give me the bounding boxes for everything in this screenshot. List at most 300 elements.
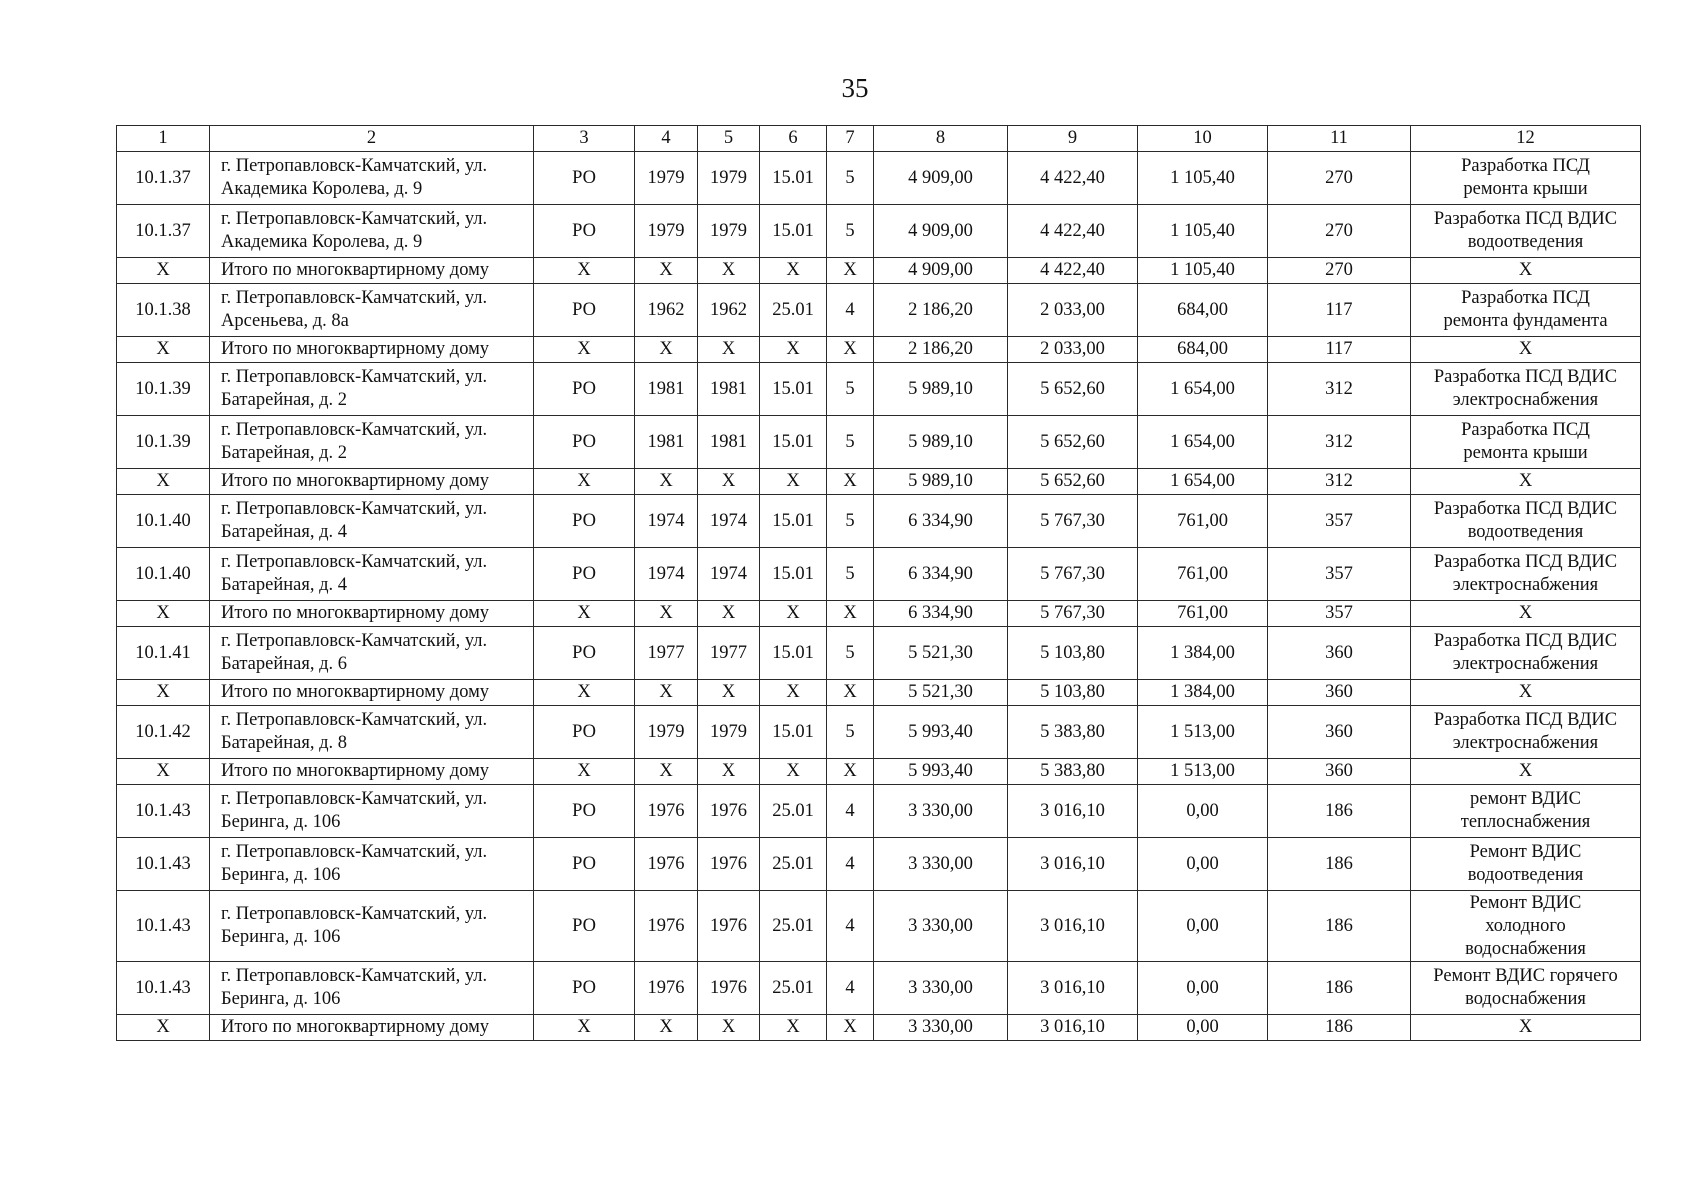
funding-source-cell: РО xyxy=(534,627,635,680)
commission-year-cell: Х xyxy=(635,337,698,363)
commission-year-cell: 1976 xyxy=(635,838,698,891)
address-line: Батарейная, д. 6 xyxy=(221,654,348,674)
address-line: г. Петропавловск-Камчатский, ул. xyxy=(221,789,488,809)
total-area-cell: 4 909,00 xyxy=(874,205,1008,258)
wall-material-cell: 15.01 xyxy=(760,416,827,469)
work-type-line: электроснабжения xyxy=(1452,654,1599,674)
residents-cell: 312 xyxy=(1268,416,1411,469)
total-area-cell: 6 334,90 xyxy=(874,548,1008,601)
build-year-cell: Х xyxy=(698,469,760,495)
work-type-line: ремонта крыши xyxy=(1463,443,1588,463)
address-cell xyxy=(210,548,534,601)
work-type-cell xyxy=(1411,205,1641,258)
address-cell xyxy=(210,680,534,706)
residents-cell: 186 xyxy=(1268,785,1411,838)
residents-cell: 117 xyxy=(1268,284,1411,337)
address-line: Беринга, д. 106 xyxy=(221,812,341,832)
total-area-cell: 5 989,10 xyxy=(874,363,1008,416)
column-number: 12 xyxy=(1411,126,1641,152)
work-type-line: электроснабжения xyxy=(1452,390,1599,410)
work-type-line: Разработка ПСД xyxy=(1461,420,1590,440)
work-type-line: водоснабжения xyxy=(1465,938,1586,959)
column-number: 3 xyxy=(534,126,635,152)
residents-cell: 270 xyxy=(1268,205,1411,258)
table-row xyxy=(117,416,1641,469)
address-line: Итого по многоквартирному дому xyxy=(221,761,490,781)
nonresidential-area-cell: 0,00 xyxy=(1138,1015,1268,1041)
address-line: г. Петропавловск-Камчатский, ул. xyxy=(221,904,488,924)
address-cell xyxy=(210,891,534,962)
nonresidential-area-cell: 761,00 xyxy=(1138,495,1268,548)
column-number: 4 xyxy=(635,126,698,152)
address-line: г. Петропавловск-Камчатский, ул. xyxy=(221,710,488,730)
table-row xyxy=(117,363,1641,416)
total-area-cell: 3 330,00 xyxy=(874,785,1008,838)
column-number: 8 xyxy=(874,126,1008,152)
address-cell xyxy=(210,838,534,891)
work-type-cell xyxy=(1411,838,1641,891)
table-row xyxy=(117,495,1641,548)
address-line: г. Петропавловск-Камчатский, ул. xyxy=(221,420,488,440)
row-number-cell: 10.1.40 xyxy=(117,495,210,548)
work-type-cell xyxy=(1411,363,1641,416)
column-number-row xyxy=(117,126,1641,152)
funding-source-cell: РО xyxy=(534,962,635,1015)
column-number: 1 xyxy=(117,126,210,152)
floors-cell: Х xyxy=(827,1015,874,1041)
build-year-cell: 1974 xyxy=(698,548,760,601)
living-area-cell: 3 016,10 xyxy=(1008,962,1138,1015)
table-row xyxy=(117,627,1641,680)
address-cell xyxy=(210,601,534,627)
address-cell xyxy=(210,205,534,258)
build-year-cell: 1976 xyxy=(698,838,760,891)
nonresidential-area-cell: 761,00 xyxy=(1138,548,1268,601)
living-area-cell: 5 383,80 xyxy=(1008,706,1138,759)
row-number-cell: 10.1.37 xyxy=(117,152,210,205)
repair-register-table xyxy=(116,125,1641,1041)
funding-source-cell: РО xyxy=(534,363,635,416)
row-number-cell: 10.1.40 xyxy=(117,548,210,601)
nonresidential-area-cell: 1 654,00 xyxy=(1138,469,1268,495)
build-year-cell: 1977 xyxy=(698,627,760,680)
funding-source-cell: РО xyxy=(534,838,635,891)
total-area-cell: 5 989,10 xyxy=(874,416,1008,469)
work-type-cell xyxy=(1411,680,1641,706)
wall-material-cell: 25.01 xyxy=(760,785,827,838)
living-area-cell: 5 652,60 xyxy=(1008,363,1138,416)
build-year-cell: Х xyxy=(698,258,760,284)
column-number: 6 xyxy=(760,126,827,152)
nonresidential-area-cell: 684,00 xyxy=(1138,284,1268,337)
work-type-line: водоотведения xyxy=(1467,865,1584,885)
total-area-cell: 2 186,20 xyxy=(874,284,1008,337)
living-area-cell: 5 103,80 xyxy=(1008,627,1138,680)
total-area-cell: 5 993,40 xyxy=(874,706,1008,759)
subtotal-row xyxy=(117,258,1641,284)
row-number-cell: Х xyxy=(117,469,210,495)
address-cell xyxy=(210,785,534,838)
work-type-cell xyxy=(1411,785,1641,838)
nonresidential-area-cell: 1 105,40 xyxy=(1138,258,1268,284)
funding-source-cell: Х xyxy=(534,759,635,785)
work-type-cell xyxy=(1411,469,1641,495)
table-row xyxy=(117,785,1641,838)
residents-cell: 312 xyxy=(1268,469,1411,495)
nonresidential-area-cell: 761,00 xyxy=(1138,601,1268,627)
work-type-line: Разработка ПСД ВДИС xyxy=(1433,552,1618,572)
living-area-cell: 5 767,30 xyxy=(1008,495,1138,548)
work-type-line: Ремонт ВДИС горячего xyxy=(1433,966,1618,986)
subtotal-row xyxy=(117,1015,1641,1041)
funding-source-cell: РО xyxy=(534,284,635,337)
nonresidential-area-cell: 1 105,40 xyxy=(1138,152,1268,205)
commission-year-cell: Х xyxy=(635,1015,698,1041)
work-type-line: Разработка ПСД ВДИС xyxy=(1433,631,1618,651)
commission-year-cell: 1962 xyxy=(635,284,698,337)
table-row xyxy=(117,284,1641,337)
nonresidential-area-cell: 1 654,00 xyxy=(1138,363,1268,416)
address-cell xyxy=(210,363,534,416)
residents-cell: 117 xyxy=(1268,337,1411,363)
row-number-cell: 10.1.43 xyxy=(117,838,210,891)
address-line: Батарейная, д. 4 xyxy=(221,575,348,595)
commission-year-cell: 1981 xyxy=(635,416,698,469)
commission-year-cell: Х xyxy=(635,759,698,785)
column-number: 10 xyxy=(1138,126,1268,152)
floors-cell: 4 xyxy=(827,284,874,337)
work-type-line: водоотведения xyxy=(1467,232,1584,252)
residents-cell: 357 xyxy=(1268,601,1411,627)
floors-cell: 5 xyxy=(827,416,874,469)
total-area-cell: 3 330,00 xyxy=(874,1015,1008,1041)
address-line: г. Петропавловск-Камчатский, ул. xyxy=(221,631,488,651)
living-area-cell: 3 016,10 xyxy=(1008,891,1138,962)
work-type-line: Х xyxy=(1518,603,1533,623)
floors-cell: 4 xyxy=(827,891,874,962)
floors-cell: 5 xyxy=(827,363,874,416)
total-area-cell: 5 993,40 xyxy=(874,759,1008,785)
build-year-cell: 1979 xyxy=(698,706,760,759)
work-type-cell xyxy=(1411,548,1641,601)
address-cell xyxy=(210,337,534,363)
nonresidential-area-cell: 684,00 xyxy=(1138,337,1268,363)
address-line: Батарейная, д. 8 xyxy=(221,733,348,753)
work-type-line: Ремонт ВДИС xyxy=(1469,842,1582,862)
wall-material-cell: 15.01 xyxy=(760,495,827,548)
work-type-cell xyxy=(1411,1015,1641,1041)
residents-cell: 270 xyxy=(1268,152,1411,205)
build-year-cell: 1976 xyxy=(698,962,760,1015)
address-line: Беринга, д. 106 xyxy=(221,989,341,1009)
address-line: Академика Королева, д. 9 xyxy=(221,179,423,199)
address-line: г. Петропавловск-Камчатский, ул. xyxy=(221,499,488,519)
work-type-cell xyxy=(1411,759,1641,785)
wall-material-cell: 15.01 xyxy=(760,548,827,601)
address-cell xyxy=(210,706,534,759)
work-type-cell xyxy=(1411,337,1641,363)
living-area-cell: 2 033,00 xyxy=(1008,284,1138,337)
build-year-cell: 1974 xyxy=(698,495,760,548)
subtotal-row xyxy=(117,759,1641,785)
commission-year-cell: 1979 xyxy=(635,152,698,205)
work-type-line: Х xyxy=(1518,682,1533,702)
work-type-line: электроснабжения xyxy=(1452,575,1599,595)
work-type-line: Х xyxy=(1518,260,1533,280)
floors-cell: 5 xyxy=(827,627,874,680)
work-type-cell xyxy=(1411,962,1641,1015)
commission-year-cell: Х xyxy=(635,601,698,627)
wall-material-cell: 15.01 xyxy=(760,152,827,205)
address-line: г. Петропавловск-Камчатский, ул. xyxy=(221,288,488,308)
wall-material-cell: 25.01 xyxy=(760,838,827,891)
table-row xyxy=(117,962,1641,1015)
work-type-line: теплоснабжения xyxy=(1460,812,1591,832)
floors-cell: 4 xyxy=(827,962,874,1015)
nonresidential-area-cell: 1 384,00 xyxy=(1138,627,1268,680)
table-row xyxy=(117,548,1641,601)
address-cell xyxy=(210,759,534,785)
floors-cell: 4 xyxy=(827,838,874,891)
residents-cell: 186 xyxy=(1268,1015,1411,1041)
work-type-line: Разработка ПСД ВДИС xyxy=(1433,499,1618,519)
row-number-cell: Х xyxy=(117,337,210,363)
address-line: Беринга, д. 106 xyxy=(221,865,341,885)
address-line: Арсеньева, д. 8а xyxy=(221,311,349,331)
nonresidential-area-cell: 0,00 xyxy=(1138,962,1268,1015)
column-number: 5 xyxy=(698,126,760,152)
commission-year-cell: 1974 xyxy=(635,548,698,601)
wall-material-cell: Х xyxy=(760,469,827,495)
residents-cell: 312 xyxy=(1268,363,1411,416)
floors-cell: 4 xyxy=(827,785,874,838)
address-line: Итого по многоквартирному дому xyxy=(221,339,490,359)
work-type-line: Разработка ПСД ВДИС xyxy=(1433,367,1618,387)
wall-material-cell: Х xyxy=(760,759,827,785)
work-type-cell xyxy=(1411,706,1641,759)
total-area-cell: 4 909,00 xyxy=(874,258,1008,284)
nonresidential-area-cell: 1 654,00 xyxy=(1138,416,1268,469)
address-cell xyxy=(210,152,534,205)
address-cell xyxy=(210,962,534,1015)
nonresidential-area-cell: 1 513,00 xyxy=(1138,706,1268,759)
total-area-cell: 3 330,00 xyxy=(874,838,1008,891)
work-type-line: Разработка ПСД ВДИС xyxy=(1433,710,1618,730)
nonresidential-area-cell: 1 105,40 xyxy=(1138,205,1268,258)
residents-cell: 360 xyxy=(1268,627,1411,680)
work-type-cell xyxy=(1411,416,1641,469)
address-line: г. Петропавловск-Камчатский, ул. xyxy=(221,842,488,862)
residents-cell: 270 xyxy=(1268,258,1411,284)
work-type-line: ремонт ВДИС xyxy=(1470,789,1581,809)
address-line: Итого по многоквартирному дому xyxy=(221,471,490,491)
floors-cell: 5 xyxy=(827,205,874,258)
row-number-cell: 10.1.37 xyxy=(117,205,210,258)
funding-source-cell: Х xyxy=(534,680,635,706)
commission-year-cell: 1981 xyxy=(635,363,698,416)
living-area-cell: 4 422,40 xyxy=(1008,205,1138,258)
funding-source-cell: Х xyxy=(534,601,635,627)
commission-year-cell: 1979 xyxy=(635,706,698,759)
commission-year-cell: 1976 xyxy=(635,785,698,838)
work-type-cell xyxy=(1411,152,1641,205)
living-area-cell: 5 767,30 xyxy=(1008,548,1138,601)
table-row xyxy=(117,838,1641,891)
build-year-cell: 1976 xyxy=(698,891,760,962)
address-line: г. Петропавловск-Камчатский, ул. xyxy=(221,367,488,387)
table-row xyxy=(117,706,1641,759)
living-area-cell: 5 767,30 xyxy=(1008,601,1138,627)
register-body xyxy=(117,152,1641,1041)
subtotal-row xyxy=(117,337,1641,363)
address-line: г. Петропавловск-Камчатский, ул. xyxy=(221,156,488,176)
row-number-cell: 10.1.43 xyxy=(117,785,210,838)
build-year-cell: Х xyxy=(698,601,760,627)
commission-year-cell: 1974 xyxy=(635,495,698,548)
living-area-cell: 5 652,60 xyxy=(1008,416,1138,469)
commission-year-cell: 1976 xyxy=(635,891,698,962)
total-area-cell: 5 521,30 xyxy=(874,627,1008,680)
column-number: 9 xyxy=(1008,126,1138,152)
floors-cell: 5 xyxy=(827,495,874,548)
work-type-line: ремонта фундамента xyxy=(1443,311,1608,331)
row-number-cell: Х xyxy=(117,258,210,284)
funding-source-cell: РО xyxy=(534,416,635,469)
floors-cell: Х xyxy=(827,469,874,495)
floors-cell: 5 xyxy=(827,548,874,601)
row-number-cell: Х xyxy=(117,1015,210,1041)
work-type-cell xyxy=(1411,258,1641,284)
residents-cell: 360 xyxy=(1268,680,1411,706)
row-number-cell: Х xyxy=(117,680,210,706)
row-number-cell: 10.1.41 xyxy=(117,627,210,680)
funding-source-cell: РО xyxy=(534,891,635,962)
funding-source-cell: РО xyxy=(534,785,635,838)
wall-material-cell: 15.01 xyxy=(760,205,827,258)
work-type-line: Ремонт ВДИС xyxy=(1469,892,1582,913)
address-cell xyxy=(210,627,534,680)
floors-cell: Х xyxy=(827,337,874,363)
address-line: г. Петропавловск-Камчатский, ул. xyxy=(221,552,488,572)
work-type-cell xyxy=(1411,601,1641,627)
address-cell xyxy=(210,284,534,337)
residents-cell: 186 xyxy=(1268,891,1411,962)
floors-cell: 5 xyxy=(827,152,874,205)
address-line: г. Петропавловск-Камчатский, ул. xyxy=(221,966,488,986)
commission-year-cell: Х xyxy=(635,258,698,284)
nonresidential-area-cell: 1 384,00 xyxy=(1138,680,1268,706)
living-area-cell: 4 422,40 xyxy=(1008,258,1138,284)
wall-material-cell: 25.01 xyxy=(760,284,827,337)
address-cell xyxy=(210,416,534,469)
total-area-cell: 3 330,00 xyxy=(874,962,1008,1015)
row-number-cell: Х xyxy=(117,759,210,785)
row-number-cell: Х xyxy=(117,601,210,627)
build-year-cell: 1981 xyxy=(698,416,760,469)
floors-cell: 5 xyxy=(827,706,874,759)
work-type-cell xyxy=(1411,627,1641,680)
wall-material-cell: Х xyxy=(760,601,827,627)
work-type-line: водоотведения xyxy=(1467,522,1584,542)
total-area-cell: 6 334,90 xyxy=(874,495,1008,548)
wall-material-cell: 15.01 xyxy=(760,706,827,759)
total-area-cell: 5 989,10 xyxy=(874,469,1008,495)
total-area-cell: 6 334,90 xyxy=(874,601,1008,627)
work-type-cell xyxy=(1411,891,1641,962)
living-area-cell: 4 422,40 xyxy=(1008,152,1138,205)
work-type-line: электроснабжения xyxy=(1452,733,1599,753)
address-cell xyxy=(210,258,534,284)
table-row xyxy=(117,891,1641,962)
floors-cell: Х xyxy=(827,680,874,706)
row-number-cell: 10.1.43 xyxy=(117,962,210,1015)
nonresidential-area-cell: 0,00 xyxy=(1138,891,1268,962)
residents-cell: 360 xyxy=(1268,759,1411,785)
address-line: Батарейная, д. 4 xyxy=(221,522,348,542)
address-cell xyxy=(210,1015,534,1041)
address-line: Батарейная, д. 2 xyxy=(221,443,348,463)
address-line: Академика Королева, д. 9 xyxy=(221,232,423,252)
living-area-cell: 3 016,10 xyxy=(1008,785,1138,838)
row-number-cell: 10.1.43 xyxy=(117,891,210,962)
residents-cell: 357 xyxy=(1268,548,1411,601)
wall-material-cell: Х xyxy=(760,1015,827,1041)
build-year-cell: 1981 xyxy=(698,363,760,416)
address-line: Итого по многоквартирному дому xyxy=(221,260,490,280)
living-area-cell: 2 033,00 xyxy=(1008,337,1138,363)
page-number: 35 xyxy=(841,73,869,103)
nonresidential-area-cell: 0,00 xyxy=(1138,785,1268,838)
living-area-cell: 3 016,10 xyxy=(1008,1015,1138,1041)
wall-material-cell: 15.01 xyxy=(760,363,827,416)
build-year-cell: 1979 xyxy=(698,152,760,205)
work-type-line: ремонта крыши xyxy=(1463,179,1588,199)
work-type-line: водоснабжения xyxy=(1465,989,1586,1009)
living-area-cell: 5 383,80 xyxy=(1008,759,1138,785)
total-area-cell: 4 909,00 xyxy=(874,152,1008,205)
subtotal-row xyxy=(117,469,1641,495)
work-type-cell xyxy=(1411,495,1641,548)
wall-material-cell: 25.01 xyxy=(760,962,827,1015)
commission-year-cell: 1977 xyxy=(635,627,698,680)
build-year-cell: 1979 xyxy=(698,205,760,258)
wall-material-cell: 25.01 xyxy=(760,891,827,962)
funding-source-cell: РО xyxy=(534,706,635,759)
address-line: Итого по многоквартирному дому xyxy=(221,682,490,702)
address-line: Итого по многоквартирному дому xyxy=(221,1017,490,1037)
build-year-cell: 1976 xyxy=(698,785,760,838)
funding-source-cell: Х xyxy=(534,1015,635,1041)
total-area-cell: 2 186,20 xyxy=(874,337,1008,363)
build-year-cell: Х xyxy=(698,1015,760,1041)
wall-material-cell: Х xyxy=(760,680,827,706)
wall-material-cell: Х xyxy=(760,258,827,284)
living-area-cell: 5 652,60 xyxy=(1008,469,1138,495)
build-year-cell: Х xyxy=(698,759,760,785)
floors-cell: Х xyxy=(827,601,874,627)
nonresidential-area-cell: 1 513,00 xyxy=(1138,759,1268,785)
row-number-cell: 10.1.39 xyxy=(117,363,210,416)
work-type-line: Х xyxy=(1518,339,1533,359)
address-line: г. Петропавловск-Камчатский, ул. xyxy=(221,209,488,229)
work-type-line: Х xyxy=(1518,1017,1533,1037)
row-number-cell: 10.1.39 xyxy=(117,416,210,469)
commission-year-cell: Х xyxy=(635,469,698,495)
living-area-cell: 3 016,10 xyxy=(1008,838,1138,891)
funding-source-cell: РО xyxy=(534,152,635,205)
address-line: Итого по многоквартирному дому xyxy=(221,603,490,623)
address-line: Батарейная, д. 2 xyxy=(221,390,348,410)
